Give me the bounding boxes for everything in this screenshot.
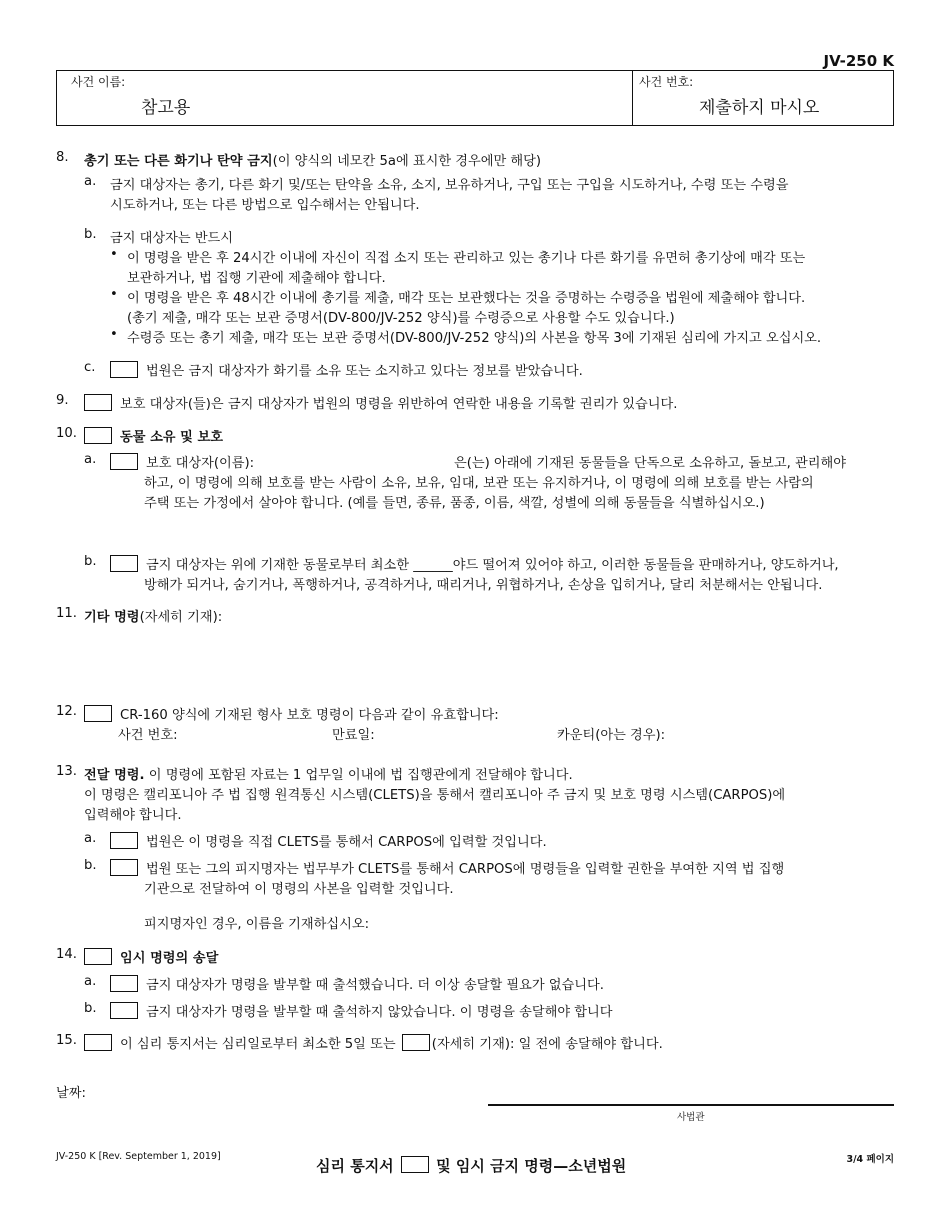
item10a-line1-left: 보호 대상자(이름): <box>146 456 255 471</box>
item10a-label: a. <box>84 452 97 467</box>
item8c-row <box>110 360 583 379</box>
judge-label: 사법관 <box>677 1112 705 1123</box>
footer-title-before: 심리 통지서 <box>316 1157 394 1175</box>
item8-title: 총기 또는 다른 화기나 탄약 금지 <box>84 154 273 169</box>
item10-row <box>84 426 223 445</box>
signature-line[interactable] <box>488 1104 894 1106</box>
item14-number: 14. <box>56 947 77 962</box>
item10a-checkbox[interactable] <box>110 453 138 470</box>
item8a-line1: 금지 대상자는 총기, 다른 화기 및/또는 탄약을 소유, 소지, 보유하거나, 구입 또는 구입을 시도하거나, 수령 또는 수령을 <box>110 178 789 193</box>
item8-title-note: (이 양식의 네모칸 5a에 표시한 경우에만 해당) <box>272 154 542 169</box>
item13a-label: a. <box>84 831 97 846</box>
item14-checkbox[interactable] <box>84 948 112 965</box>
form-id: JV-250 K <box>823 52 894 70</box>
item14a-row <box>110 974 604 993</box>
item10b-line2: 방해가 되거나, 숨기거나, 폭행하거나, 공격하거나, 때리거나, 위협하거나, 손상을 입히거나, 달리 처분해서는 안됩니다. <box>144 578 823 593</box>
footer-revision: JV-250 K [Rev. September 1, 2019] <box>56 1151 221 1162</box>
item8b-label: b. <box>84 227 97 242</box>
item8c-text: 법원은 금지 대상자가 화기를 소유 또는 소지하고 있다는 정보를 받았습니다. <box>146 364 583 379</box>
item9-row <box>84 393 677 412</box>
item13b-row <box>110 858 784 877</box>
item14a-checkbox[interactable] <box>110 975 138 992</box>
item8-number: 8. <box>56 150 69 165</box>
bullet-icon: • <box>110 287 118 302</box>
item14a-text: 금지 대상자가 명령을 발부할 때 출석했습니다. 더 이상 송달할 필요가 없습니다. <box>146 978 604 993</box>
case-header-box <box>56 70 894 126</box>
item8c-label: c. <box>84 360 96 375</box>
item12-row <box>84 704 499 723</box>
item13-line1-row <box>84 764 573 783</box>
item8b-bullet1-line2: 보관하거나, 법 집행 기관에 제출해야 합니다. <box>127 271 386 286</box>
item12-text: CR-160 양식에 기재된 형사 보호 명령이 다음과 같이 유효합니다: <box>120 708 499 723</box>
item13a-checkbox[interactable] <box>110 832 138 849</box>
item8b-bullet3: 수령증 또는 총기 제출, 매각 또는 보관 증명서(DV-800/JV-252 양식)의 사본을 항목 3에 기재된 심리에 가지고 오십시오. <box>127 331 822 346</box>
item14b-label: b. <box>84 1001 97 1016</box>
item14b-row <box>110 1001 613 1020</box>
footer-checkbox[interactable] <box>401 1156 429 1173</box>
item12-number: 12. <box>56 704 77 719</box>
item8-heading <box>84 150 541 169</box>
item12-county-label: 카운티(아는 경우): <box>557 728 666 743</box>
item15-row <box>84 1033 663 1052</box>
item8a-label: a. <box>84 174 97 189</box>
item13-title: 전달 명령. <box>84 768 145 783</box>
item14b-checkbox[interactable] <box>110 1002 138 1019</box>
item12-checkbox[interactable] <box>84 705 112 722</box>
item15-number: 15. <box>56 1033 77 1048</box>
item13b-label: b. <box>84 858 97 873</box>
item8a-line2: 시도하거나, 또는 다른 방법으로 입수해서는 안됩니다. <box>110 198 420 213</box>
item8c-checkbox[interactable] <box>110 361 138 378</box>
item11-number: 11. <box>56 606 77 621</box>
item13-number: 13. <box>56 764 77 779</box>
case-name-label: 사건 이름: <box>71 75 126 89</box>
case-number-label: 사건 번호: <box>639 75 694 89</box>
item10b-label: b. <box>84 554 97 569</box>
item14a-label: a. <box>84 974 97 989</box>
item13-designee-label: 피지명자인 경우, 이름을 기재하십시오: <box>144 917 370 932</box>
bullet-icon: • <box>110 327 118 342</box>
bullet-icon: • <box>110 247 118 262</box>
case-number-field[interactable]: 제출하지 마시오 <box>699 98 820 118</box>
item9-checkbox[interactable] <box>84 394 112 411</box>
item12-expiry-label: 만료일: <box>332 728 375 743</box>
item10b-line1: 금지 대상자는 위에 기재한 동물로부터 최소한 ______야드 떨어져 있어야 하고, 이러한 동물들을 판매하거나, 양도하거나, <box>146 558 839 573</box>
item10a-line2: 하고, 이 명령에 의해 보호를 받는 사람이 소유, 보유, 임대, 보관 또는 유지하거나, 이 명령에 의해 보호를 받는 사람의 <box>144 476 814 491</box>
item15-days-checkbox[interactable] <box>402 1034 430 1051</box>
item10b-checkbox[interactable] <box>110 555 138 572</box>
item13a-text: 법원은 이 명령을 직접 CLETS를 통해서 CARPOS에 입력할 것입니다. <box>146 835 547 850</box>
item14b-text: 금지 대상자가 명령을 발부할 때 출석하지 않았습니다. 이 명령을 송달해야 합니다 <box>146 1005 613 1020</box>
item14-title: 임시 명령의 송달 <box>120 951 219 966</box>
item14-row <box>84 947 218 966</box>
item10a-line1-right: 은(는) 아래에 기재된 동물들을 단독으로 소유하고, 돌보고, 관리해야 <box>454 456 846 471</box>
case-name-field[interactable]: 참고용 <box>141 98 191 118</box>
item13b-line2: 기관으로 전달하여 이 명령의 사본을 입력할 것입니다. <box>144 882 454 897</box>
item13-line1: 이 명령에 포함된 자료는 1 업무일 이내에 법 집행관에게 전달해야 합니다. <box>148 768 573 783</box>
item11-title: 기타 명령 <box>84 610 140 625</box>
item13-line3: 입력해야 합니다. <box>84 808 182 823</box>
footer-page-number: 3/4 페이지 <box>846 1154 894 1165</box>
item10-number: 10. <box>56 426 77 441</box>
item13b-line1: 법원 또는 그의 피지명자는 법무부가 CLETS를 통해서 CARPOS에 명령들을 입력할 권한을 부여한 지역 법 집행 <box>146 862 785 877</box>
item10-checkbox[interactable] <box>84 427 112 444</box>
item8b-bullet2-line2: (총기 제출, 매각 또는 보관 증명서(DV-800/JV-252 양식)를 수령증으로 사용할 수도 있습니다.) <box>127 311 675 326</box>
item15-text-after: (자세히 기재): 일 전에 송달해야 합니다. <box>431 1037 663 1052</box>
item10a-row <box>110 452 254 471</box>
header-divider <box>632 71 633 125</box>
item10a-line3: 주택 또는 가정에서 살아야 합니다. (예를 들면, 종류, 품종, 이름, 색깔, 성별에 의해 동물들을 식별하십시오.) <box>144 496 765 511</box>
item10-title: 동물 소유 및 보호 <box>120 430 223 445</box>
item8b-intro: 금지 대상자는 반드시 <box>110 231 234 246</box>
item15-text-before: 이 심리 통지서는 심리일로부터 최소한 5일 또는 <box>120 1037 396 1052</box>
item13b-checkbox[interactable] <box>110 859 138 876</box>
item9-text: 보호 대상자(들)은 금지 대상자가 법원의 명령을 위반하여 연락한 내용을 기록할 권리가 있습니다. <box>120 397 678 412</box>
date-label: 날짜: <box>56 1086 86 1101</box>
item8b-bullet1-line1: 이 명령을 받은 후 24시간 이내에 자신이 직접 소지 또는 관리하고 있는 총기나 다른 화기를 유면허 총기상에 매각 또는 <box>127 251 806 266</box>
footer-title <box>316 1155 626 1176</box>
item13-line2: 이 명령은 캘리포니아 주 법 집행 원격통신 시스템(CLETS)을 통해서 캘리포니아 주 금지 및 보호 명령 시스템(CARPOS)에 <box>84 788 786 803</box>
item11-heading <box>84 606 222 625</box>
item13a-row <box>110 831 547 850</box>
item12-case-number-label: 사건 번호: <box>118 728 178 743</box>
item10b-row <box>110 554 839 573</box>
item9-number: 9. <box>56 393 69 408</box>
item15-checkbox[interactable] <box>84 1034 112 1051</box>
item11-note: (자세히 기재): <box>139 610 223 625</box>
item8b-bullet2-line1: 이 명령을 받은 후 48시간 이내에 총기를 제출, 매각 또는 보관했다는 것을 증명하는 수령증을 법원에 제출해야 합니다. <box>127 291 806 306</box>
footer-title-after: 및 임시 금지 명령—소년법원 <box>436 1157 627 1175</box>
